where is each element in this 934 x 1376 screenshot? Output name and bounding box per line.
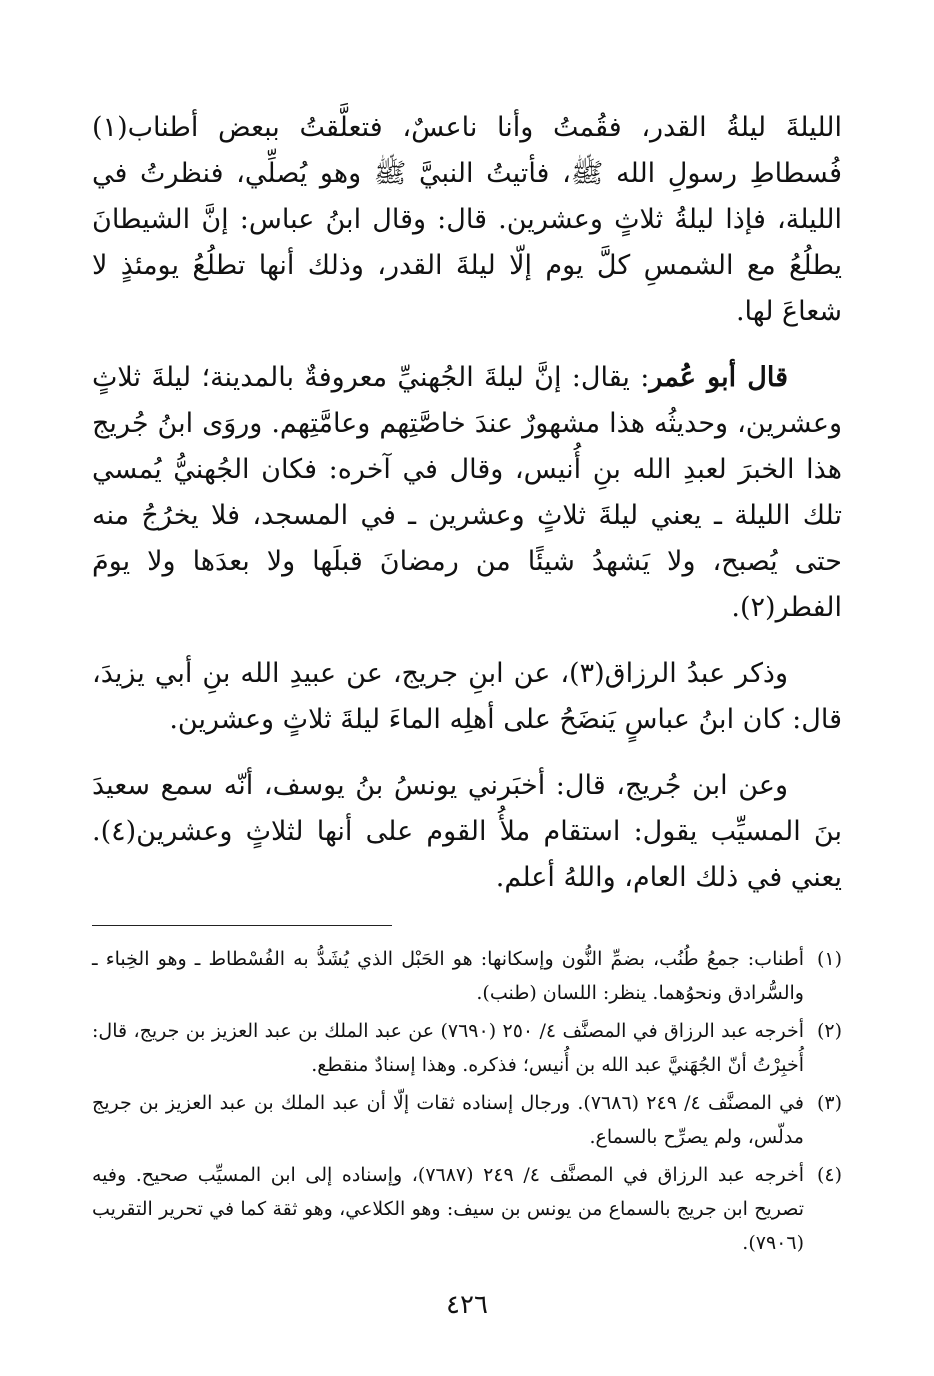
paragraph-2-text: : يقال: إنَّ ليلةَ الجُهنيِّ معروفةٌ بالمدينة؛ ليلةَ ثلاثٍ وعشرين، وحديثُه هذا مشهورٌ عندَ خاصَّتِهم وعامَّتِهم. وروَى ابنُ جُريج هذا الخبرَ لعبدِ الله بنِ أُنيس، وقال في آخره: فكان الجُهنيُّ يُمسي تلك الليلة ـ يعني ليلةَ ثلاثٍ وعشرين ـ في المسجد، فلا يخرُجُ منه حتى يُصبح، ولا يَشهدُ شيئًا من رمضانَ قبلَها ولا بعدَها ولا يومَ الفطر(٢). — [92, 362, 842, 623]
footnote-text: أطناب: جمعُ طُنُب، بضمِّ النُّون وإسكانها: هو الحَبْل الذي يُشَدُّ به الفُسْطاط ـ وهو الخِباء ـ والسُّرادق ونحوُهما. ينظر: اللسان (طنب). — [92, 948, 804, 1004]
paragraph-4 — [92, 763, 842, 901]
page-content — [92, 105, 842, 1264]
footnote-text: في المصنَّف ٤/ ٢٤٩ (٧٦٨٦). ورجال إسناده ثقات إلّا أن عبد الملك بن عبد العزيز بن جريج مدلّس، ولم يصرِّح بالسماع. — [92, 1092, 805, 1148]
footnote-number: (٤) — [816, 1164, 842, 1186]
footnote-divider — [92, 925, 392, 926]
paragraph-4-text: وعن ابن جُريج، قال: أخبَرني يونسُ بنُ يوسف، أنّه سمع سعيدَ بنَ المسيِّب يقول: استقام ملأُ القوم على أنها لثلاثٍ وعشرين(٤). يعني في ذلك العام، واللهُ أعلم. — [92, 770, 842, 893]
footnote-number: (٢) — [816, 1020, 842, 1042]
footnote-1 — [92, 942, 842, 1010]
paragraph-2 — [92, 355, 842, 631]
footnote-4 — [92, 1158, 842, 1260]
main-text — [92, 105, 842, 901]
paragraph-2-lead: قال أبو عُمر — [649, 362, 788, 393]
footnote-2 — [92, 1014, 842, 1082]
paragraph-3-text: وذكر عبدُ الرزاق(٣)، عن ابنِ جريج، عن عبيدِ الله بنِ أبي يزيدَ، قال: كان ابنُ عباسٍ يَنضَحُ على أهلِه الماءَ ليلةَ ثلاثٍ وعشرين. — [92, 658, 842, 735]
page-number: ٤٢٦ — [446, 1290, 488, 1320]
footnote-text: أخرجه عبد الرزاق في المصنَّف ٤/ ٢٤٩ (٧٦٨٧)، وإسناده إلى ابن المسيِّب صحيح. وفيه تصريح ابن جريج بالسماع من يونس بن سيف: وهو الكلاعي، وهو ثقة كما في تحرير التقريب (٧٩٠٦). — [92, 1164, 804, 1254]
footnote-3 — [92, 1086, 842, 1154]
paragraph-1-text: الليلةَ ليلةُ القدر، فقُمتُ وأنا ناعسٌ، فتعلَّقتُ ببعض أطناب(١) فُسطاطِ رسولِ الله ﷺ، فأتيتُ النبيَّ ﷺ وهو يُصلِّي، فنظرتُ في الليلة، فإذا ليلةُ ثلاثٍ وعشرين. قال: وقال ابنُ عباس: إنَّ الشيطانَ يطلُعُ مع الشمسِ كلَّ يوم إلّا ليلةَ القدر، وذلك أنها تطلُعُ يومئذٍ لا شعاعَ لها. — [92, 112, 842, 327]
paragraph-3 — [92, 651, 842, 743]
footnotes — [92, 942, 842, 1260]
paragraph-1 — [92, 105, 842, 335]
footnote-number: (٣) — [816, 1092, 843, 1114]
footnote-text: أخرجه عبد الرزاق في المصنَّف ٤/ ٢٥٠ (٧٦٩٠) عن عبد الملك بن عبد العزيز بن جريج، قال: أُخبِرْتُ أنّ الجُهَنيَّ عبد الله بن أُنيس؛ فذكره. وهذا إسنادٌ منقطع. — [92, 1020, 804, 1076]
footnote-number: (١) — [816, 948, 842, 970]
